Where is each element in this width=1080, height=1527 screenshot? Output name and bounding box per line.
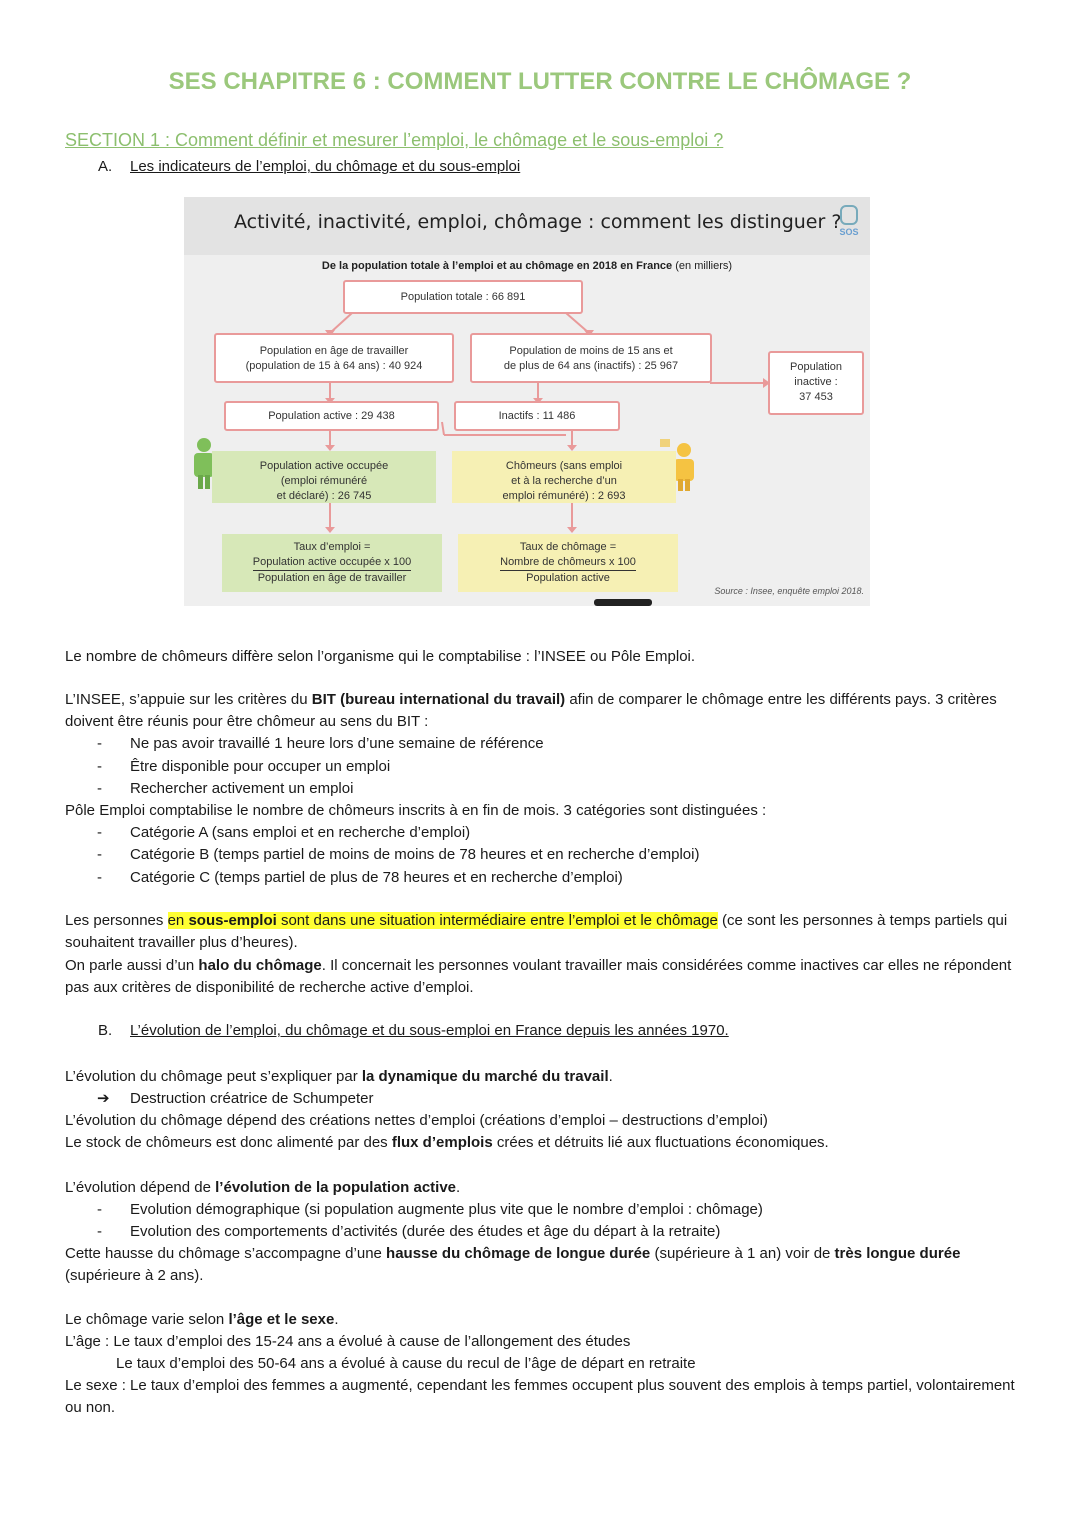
- p6-b: la dynamique du marché du travail: [361, 1068, 609, 1085]
- p2-a: L’INSEE, s’appuie sur les critères du: [65, 691, 312, 708]
- infographic-title: Activité, inactivité, emploi, chômage : comment les distinguer ?: [234, 211, 842, 233]
- p9-b: l’évolution de la population active: [215, 1179, 457, 1196]
- chomeurs-line3: emploi rémunéré) : 2 693: [502, 490, 626, 502]
- box-population-moins-15: [470, 333, 712, 383]
- p2-c: afin de comparer le chômage entre les différents pays. 3 critères doivent être réunis pour être chômeur au sens du BIT :: [65, 691, 997, 730]
- video-progress-bar: [594, 599, 652, 606]
- occupee-line1: Population active occupée: [259, 460, 389, 472]
- p8-b: flux d’emplois: [391, 1134, 493, 1151]
- pop-moins-line1: Population de moins de 15 ans et: [509, 345, 673, 357]
- bit-criterion-1: Ne pas avoir travaillé 1 heure lors d’une semaine de référence: [130, 735, 544, 752]
- taux-chomage-title: Taux de chômage =: [519, 541, 617, 553]
- paragraph-14: Le sexe : Le taux d’emploi des femmes a augmenté, cependant les femmes occupent plus souvent des emplois à temps partiel, volontairement ou non.: [65, 1377, 1015, 1416]
- pop-age-line1: Population en âge de travailler: [259, 345, 409, 357]
- subsection-a: [98, 158, 520, 175]
- list-item: - Ne pas avoir travaillé 1 heure lors d’une semaine de référence: [97, 735, 544, 752]
- paragraph-3: Pôle Emploi comptabilise le nombre de chômeurs inscrits à en fin de mois. 3 catégories sont distinguées :: [65, 802, 767, 819]
- paragraph-12: L’âge : Le taux d’emploi des 15-24 ans a évolué à cause de l’allongement des études: [65, 1333, 631, 1350]
- p10-b: hausse du chômage de longue durée: [386, 1245, 651, 1262]
- paragraph-5: [65, 955, 1020, 999]
- paragraph-7: L’évolution du chômage dépend des créations nettes d’emploi (créations d’emploi – destructions d’emploi): [65, 1112, 768, 1129]
- page-title: SES CHAPITRE 6 : COMMENT LUTTER CONTRE LE CHÔMAGE ?: [168, 68, 912, 95]
- box-population-age-travailler: [214, 333, 454, 383]
- pop-inactive-line2: inactive :: [794, 376, 838, 388]
- p2-bit: BIT (bureau international du travail): [311, 691, 566, 708]
- box-population-active: Population active : 29 438: [224, 401, 439, 431]
- p9-a: L’évolution dépend de: [65, 1179, 216, 1196]
- category-a: Catégorie A (sans emploi et en recherche d’emploi): [130, 824, 471, 841]
- list-item: - Catégorie C (temps partiel de plus de 78 heures et en recherche d’emploi): [97, 869, 623, 886]
- box-taux-emploi: [222, 534, 442, 592]
- box-population-active-occupee: [212, 451, 436, 503]
- p11-a: Le chômage varie selon: [65, 1311, 229, 1328]
- arrow-icon: ➔: [97, 1090, 110, 1107]
- p4-e: (ce sont les personnes à temps partiels qui souhaitent travailler plus d’heures).: [65, 912, 1008, 951]
- p10-a: Cette hausse du chômage s’accompagne d’une: [65, 1245, 387, 1262]
- p11-b: l’âge et le sexe: [228, 1311, 335, 1328]
- chomeurs-line1: Chômeurs (sans emploi: [505, 460, 623, 472]
- subsection-a-label: A.: [98, 158, 113, 175]
- subtitle-unit: (en milliers): [675, 260, 733, 272]
- taux-chomage-denominator: Population active: [526, 572, 610, 584]
- pop-age-line2: (population de 15 à 64 ans) : 40 924: [245, 360, 423, 372]
- p8-a: Le stock de chômeurs est donc alimenté par des: [65, 1134, 392, 1151]
- p6-c: .: [608, 1068, 613, 1085]
- list-item: - Rechercher activement un emploi: [97, 780, 354, 797]
- evo-item-2: Evolution des comportements d’activités (durée des études et âge du départ à la retraite): [130, 1223, 721, 1240]
- paragraph-6: [65, 1066, 1020, 1088]
- p11-c: .: [334, 1311, 339, 1328]
- p5-c: . Il concernait les personnes voulant travailler mais considérées comme inactives car elles ne répondent pas aux critères de disponibilité de recherche active d’emploi.: [65, 957, 1012, 996]
- logo-text: SOS: [839, 227, 859, 237]
- infographic: [184, 197, 870, 606]
- paragraph-2: [65, 689, 1020, 733]
- list-item: - Être disponible pour occuper un emploi: [97, 758, 391, 775]
- pop-moins-line2: de plus de 64 ans (inactifs) : 25 967: [503, 360, 679, 372]
- p4-sous-emploi: sous-emploi: [188, 912, 277, 929]
- taux-emploi-numerator: Population active occupée x 100: [253, 555, 411, 571]
- p8-c: crées et détruits lié aux fluctuations économiques.: [492, 1134, 829, 1151]
- box-taux-chomage: [458, 534, 678, 592]
- paragraph-10: [65, 1243, 1020, 1287]
- p5-a: On parle aussi d’un: [65, 957, 199, 974]
- paragraph-9: [65, 1177, 1020, 1199]
- p9-c: .: [456, 1179, 461, 1196]
- p6-a: L’évolution du chômage peut s’expliquer par: [65, 1068, 362, 1085]
- occupee-line3: et déclaré) : 26 745: [276, 490, 372, 502]
- p5-halo: halo du chômage: [198, 957, 322, 974]
- pop-inactive-line1: Population: [790, 361, 842, 373]
- subsection-a-text: Les indicateurs de l’emploi, du chômage et du sous-emploi: [130, 158, 521, 175]
- employed-person-icon: [194, 438, 214, 489]
- arrow-item-text: Destruction créatrice de Schumpeter: [130, 1090, 374, 1107]
- p4-a: Les personnes: [65, 912, 168, 929]
- occupee-line2: (emploi rémunéré: [280, 475, 368, 487]
- list-item: - Evolution démographique (si population augmente plus vite que le nombre d’emploi : chômage): [97, 1201, 763, 1218]
- paragraph-4: [65, 910, 1020, 954]
- category-c: Catégorie C (temps partiel de plus de 78 heures et en recherche d’emploi): [130, 869, 623, 886]
- list-item: - Evolution des comportements d’activités (durée des études et âge du départ à la retraite): [97, 1223, 721, 1240]
- p10-c: (supérieure à 1 an) voir de: [650, 1245, 835, 1262]
- list-item: - Catégorie B (temps partiel de moins de moins de 78 heures et en recherche d’emploi): [97, 846, 700, 863]
- bit-criterion-3: Rechercher activement un emploi: [130, 780, 354, 797]
- infographic-source: Source : Insee, enquête emploi 2018.: [714, 586, 864, 596]
- pop-inactive-line3: 37 453: [799, 391, 833, 403]
- taux-chomage-numerator: Nombre de chômeurs x 100: [500, 555, 636, 571]
- arrow-list-item: [97, 1088, 373, 1110]
- section-heading: SECTION 1 : Comment définir et mesurer l’emploi, le chômage et le sous-emploi ?: [65, 130, 724, 150]
- taux-emploi-title: Taux d’emploi =: [293, 541, 371, 553]
- paragraph-11: [65, 1309, 1020, 1331]
- chomeurs-line2: et à la recherche d’un: [511, 475, 617, 487]
- taux-emploi-denominator: Population en âge de travailler: [257, 572, 407, 584]
- box-population-totale: Population totale : 66 891: [343, 280, 583, 314]
- highlighted-text: [168, 912, 718, 929]
- paragraph-8: [65, 1132, 1020, 1154]
- paragraph-13: Le taux d’emploi des 50-64 ans a évolué à cause du recul de l’âge de départ en retraite: [116, 1355, 696, 1372]
- p4-b: en: [167, 912, 189, 929]
- subsection-b: [98, 1022, 729, 1039]
- category-b: Catégorie B (temps partiel de moins de moins de 78 heures et en recherche d’emploi): [130, 846, 700, 863]
- paragraph-1: Le nombre de chômeurs diffère selon l’organisme qui le comptabilise : l’INSEE ou Pôle Emploi.: [65, 648, 696, 665]
- p10-e: (supérieure à 2 ans).: [65, 1267, 204, 1284]
- p4-d: sont dans une situation intermédiaire entre l’emploi et le chômage: [276, 912, 718, 929]
- p10-d: très longue durée: [834, 1245, 961, 1262]
- bit-criterion-2: Être disponible pour occuper un emploi: [130, 758, 391, 775]
- box-population-inactive: [768, 351, 864, 415]
- subtitle-bold: De la population totale à l’emploi et au chômage en 2018 en France: [321, 260, 673, 272]
- subsection-b-label: B.: [98, 1022, 113, 1039]
- box-chomeurs: [452, 451, 676, 503]
- evo-item-1: Evolution démographique (si population augmente plus vite que le nombre d’emploi : chômage): [130, 1201, 763, 1218]
- box-inactifs: Inactifs : 11 486: [454, 401, 620, 431]
- list-item: - Catégorie A (sans emploi et en recherche d’emploi): [97, 824, 471, 841]
- subsection-b-text: L’évolution de l’emploi, du chômage et du sous-emploi en France depuis les années 1970.: [130, 1022, 729, 1039]
